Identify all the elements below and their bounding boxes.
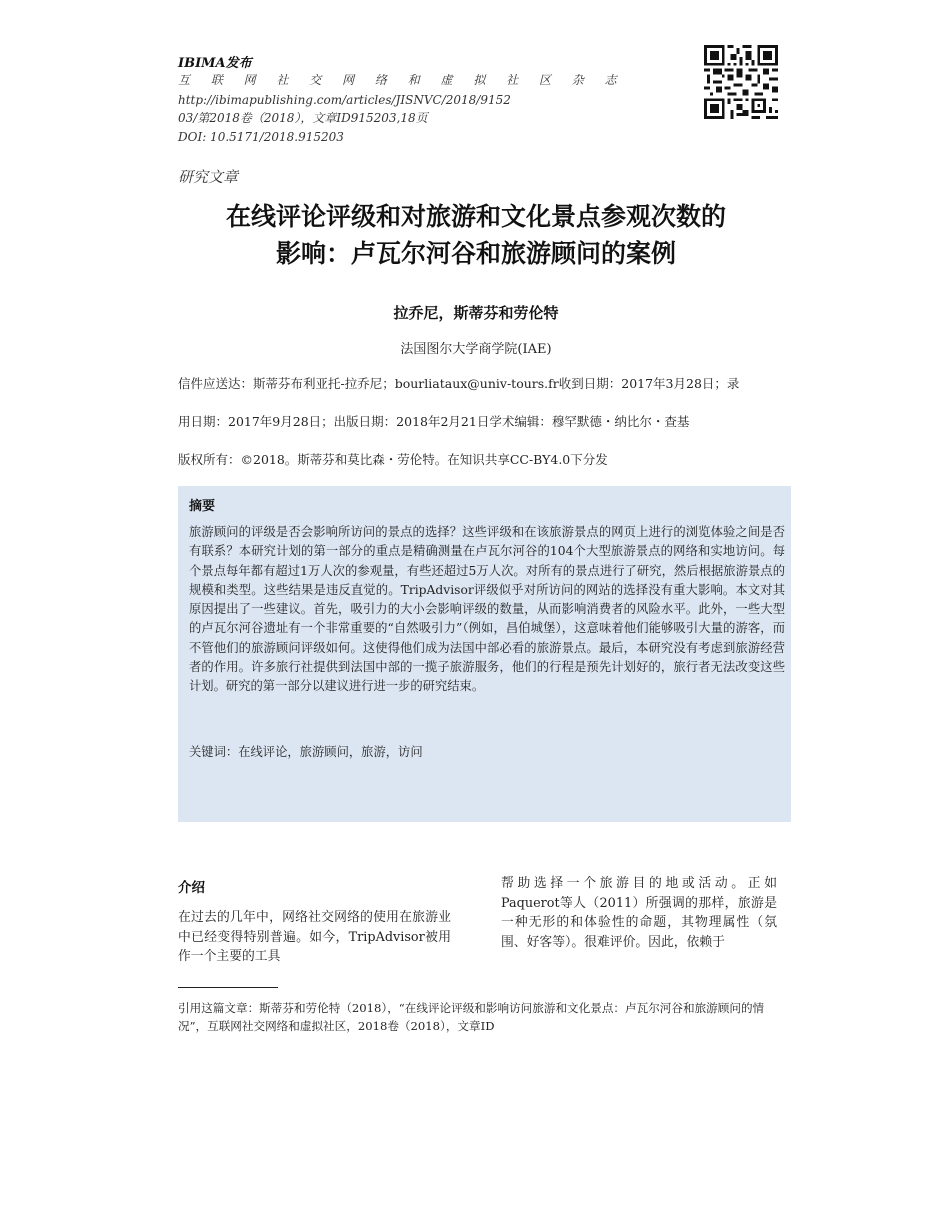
intro-left-column: 在过去的几年中，网络社交网络的使用在旅游业中已经变得特别普遍。如今，TripAdvisor被用作一个主要的工具 <box>178 910 451 964</box>
intro-right-column: 帮助选择一个旅游目的地或活动。正如Paquerot等人（2011）所强调的那样，旅游是一种无形的和体验性的命题，其物理属性（氛围、好客等）。很难评价。因此，依赖于 <box>501 876 777 950</box>
affiliation: 法国图尔大学商学院(IAE) <box>400 342 552 357</box>
copyright-line: 版权所有：©2018。斯蒂芬和莫比森・劳伦特。在知识共享CC-BY4.0下分发 <box>178 452 608 467</box>
title-line-2: 影响：卢瓦尔河谷和旅游顾问的案例 <box>275 239 676 268</box>
article-url[interactable]: http://ibimapublishing.com/articles/JISNVC/2018/9152 <box>178 93 511 107</box>
doi[interactable]: DOI: 10.5171/2018.915203 <box>178 130 344 144</box>
abstract-box <box>178 486 791 822</box>
dates-line: 用日期：2017年9月28日；出版日期：2018年2月21日学术编辑：穆罕默德・纳比尔・查基 <box>178 414 690 429</box>
title-line-1: 在线评论评级和对旅游和文化景点参观次数的 <box>225 202 726 231</box>
qr-code-icon <box>704 45 778 119</box>
publisher-brand: IBIMA发布 <box>178 56 252 71</box>
authors: 拉乔尼，斯蒂芬和劳伦特 <box>393 304 559 322</box>
page-title <box>140 198 812 272</box>
citation-footnote: 引用这篇文章：斯蒂芬和劳伦特（2018），“在线评论评级和影响访问旅游和文化景点：卢瓦尔河谷和旅游顾问的情况”，互联网社交网络和虚拟社区，2018卷（2018），文章ID <box>178 1001 765 1033</box>
volume-info: 03/第2018卷（2018），文章ID915203,18页 <box>178 111 428 125</box>
correspondence-line: 信件应送达：斯蒂芬布利亚托-拉乔尼；bourliataux@univ-tours.fr收到日期：2017年3月28日；录 <box>178 376 740 391</box>
footnote-divider <box>178 987 278 988</box>
intro-heading: 介绍 <box>178 880 205 896</box>
journal-name: 互 联 网 社 交 网 络 和 虚 拟 社 区 杂 志 <box>178 73 626 87</box>
abstract-heading: 摘要 <box>189 499 216 514</box>
abstract-body: 旅游顾问的评级是否会影响所访问的景点的选择？这些评级和在该旅游景点的网页上进行的浏览体验之间是否有联系？本研究计划的第一部分的重点是精确测量在卢瓦尔河谷的104个大型旅游景点的网络和实地访问。每个景点每年都有超过1万人次的参观量，有些还超过5万人次。对所有的景点进行了研究，然后根据旅游景点的规模和类型。这些结果是违反直觉的。TripAdvisor评级似乎对所访问的网站的选择没有重大影响。本文对其原因提出了一些建议。首先，吸引力的大小会影响评级的数量，从而影响消费者的风险水平。此外，一些大型的卢瓦尔河谷遗址有一个非常重要的“自然吸引力”（例如，昌伯城堡），这意味着他们能够吸引大量的游客，而不管他们的旅游顾问评级如何。这使得他们成为法国中部必看的旅游景点。最后，本研究没有考虑到旅游经营者的作用。许多旅行社提供到法国中部的一揽子旅游服务，他们的行程是预先计划好的，旅行者无法改变这些计划。研究的第一部分以建议进行进一步的研究结束。 <box>189 525 785 694</box>
keywords: 关键词：在线评论，旅游顾问，旅游，访问 <box>189 745 423 759</box>
section-label: 研究文章 <box>178 168 239 186</box>
